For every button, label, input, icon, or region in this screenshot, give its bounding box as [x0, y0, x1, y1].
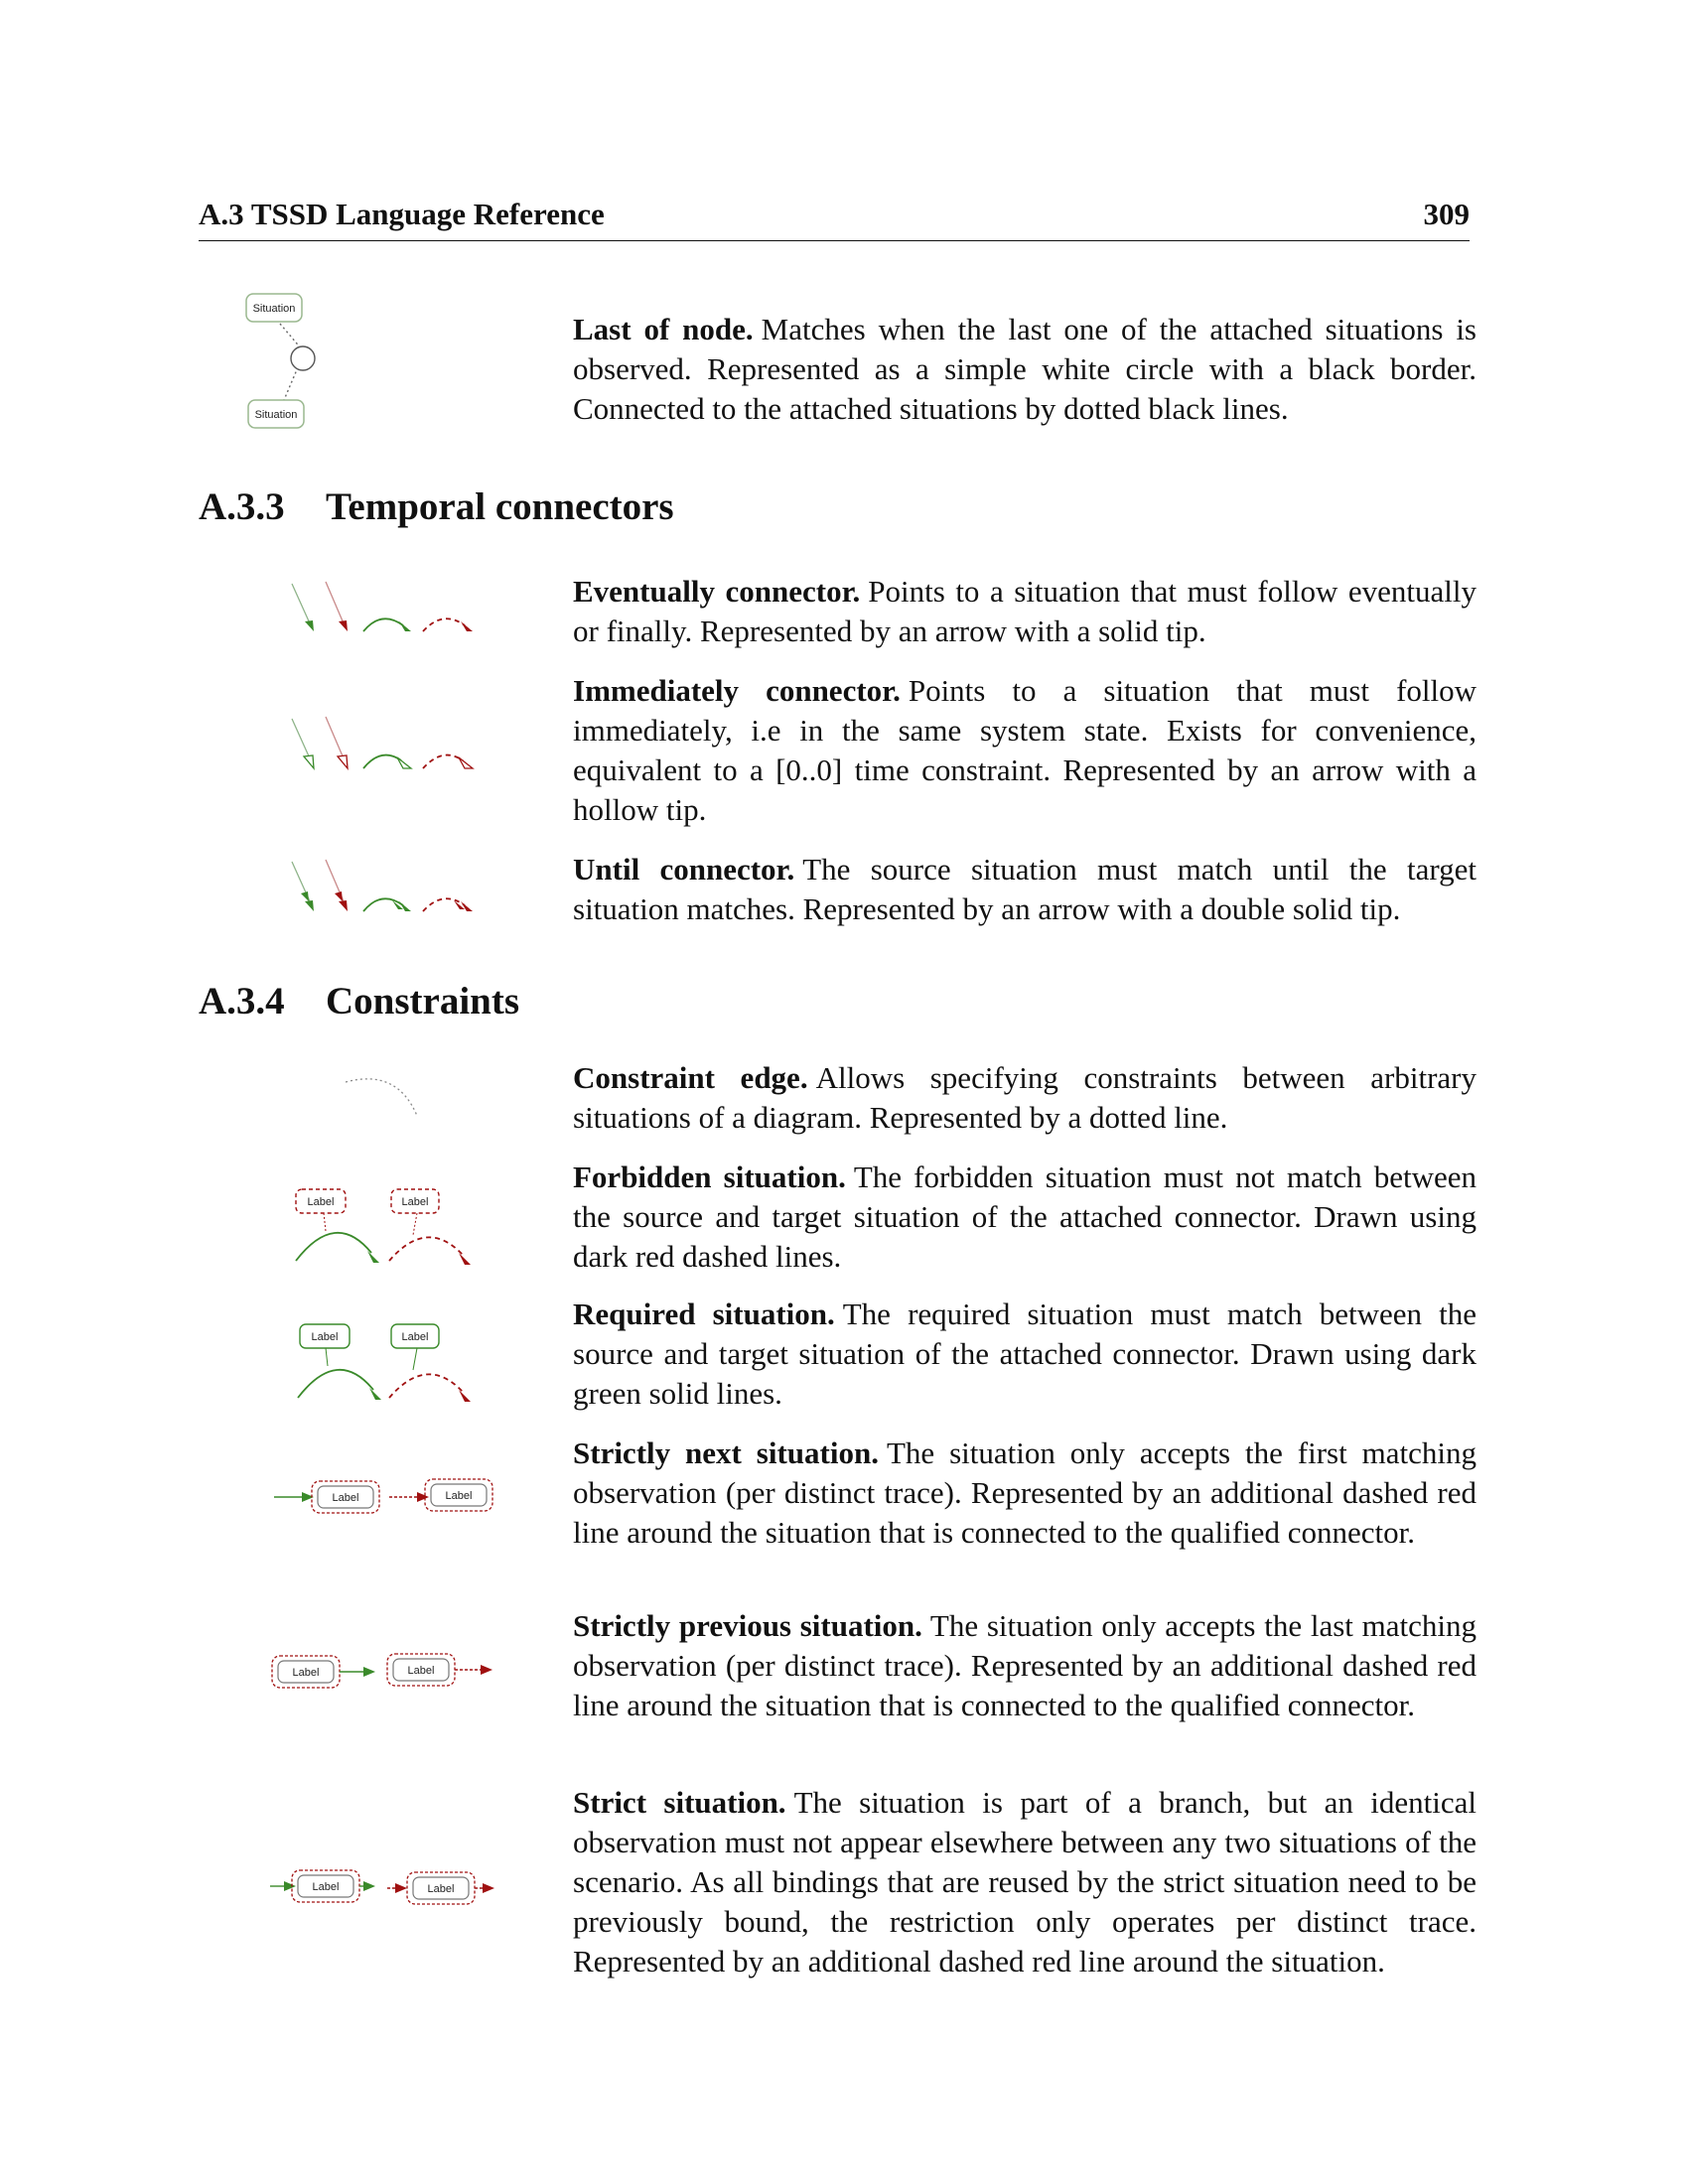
- eventually-curved-green: [363, 618, 411, 631]
- eventually-arrow-red: [326, 582, 348, 631]
- eventually-arrow-green: [292, 584, 314, 631]
- running-header: [199, 197, 1470, 241]
- section-heading-constraints: [199, 979, 519, 1024]
- entry-text: The forbidden situation must not match between the source and target situation of the attached connector. Drawn using dark red dashed lines.: [573, 1160, 1477, 1274]
- until-arrow-red: [326, 860, 348, 911]
- situation-label: Label: [445, 1490, 473, 1502]
- strict-situation-figure: [248, 1854, 546, 1924]
- strictly-next-situation-figure: [248, 1465, 546, 1535]
- situation-node-label: Situation: [252, 303, 296, 315]
- situation-label: Label: [311, 1331, 339, 1343]
- entry-text: The source situation must match until the target situation matches. Represented by an arrow with a double solid tip.: [573, 852, 1477, 926]
- immediately-arrow-green: [292, 719, 314, 768]
- section-heading-temporal-connectors: [199, 484, 674, 529]
- entry-strictly-next-situation: [573, 1433, 1477, 1553]
- entry-eventually-connector: [573, 572, 1477, 651]
- entry-text: Points to a situation that must follow immediately, i.e in the same system state. Exists for convenience, equivalent to a [0..0] time constraint. Represented by an arrow with a hollow tip.: [573, 673, 1477, 827]
- entry-immediately-connector: [573, 671, 1477, 830]
- section-title: Temporal connectors: [326, 485, 674, 528]
- section-number: A.3.4: [199, 980, 285, 1023]
- entry-title: Strict situation.: [573, 1785, 786, 1820]
- situation-label: Label: [427, 1883, 455, 1895]
- entry-title: Last of node.: [573, 312, 754, 346]
- entry-title: Until connector.: [573, 852, 795, 887]
- situation-label: Label: [401, 1331, 429, 1343]
- entry-text: Matches when the last one of the attached situations is observed. Represented as a simple white circle with a black border. Connected to the attached situations by dotted black lines.: [573, 312, 1477, 426]
- entry-text: The required situation must match between the source and target situation of the attached connector. Drawn using dark green solid lines.: [573, 1297, 1477, 1411]
- entry-title: Forbidden situation.: [573, 1160, 846, 1194]
- strictly-previous-situation-figure: [248, 1640, 546, 1709]
- situation-label: Label: [332, 1492, 359, 1504]
- situation-label: Label: [307, 1196, 335, 1208]
- section-number: A.3.3: [199, 485, 285, 528]
- entry-title: Immediately connector.: [573, 673, 901, 708]
- entry-title: Eventually connector.: [573, 574, 861, 609]
- required-situation-figure: [248, 1312, 546, 1412]
- until-connector-figure: [248, 856, 546, 935]
- entry-title: Required situation.: [573, 1297, 835, 1331]
- situation-node-label: Situation: [254, 409, 298, 421]
- entry-strictly-previous-situation: [573, 1606, 1477, 1725]
- entry-until-connector: [573, 850, 1477, 929]
- section-title: Constraints: [326, 980, 520, 1023]
- last-of-node-figure: [248, 288, 546, 437]
- immediately-curved-red-dashed: [423, 755, 473, 768]
- immediately-arrow-red: [326, 717, 348, 768]
- entry-title: Strictly previous situation.: [573, 1608, 922, 1643]
- entry-text: Allows specifying constraints between arbitrary situations of a diagram. Represented by a dotted line.: [573, 1060, 1477, 1135]
- entry-required-situation: [573, 1295, 1477, 1414]
- entry-constraint-edge: [573, 1058, 1477, 1138]
- entry-strict-situation: [573, 1783, 1477, 1981]
- dotted-constraint-line: [346, 1079, 417, 1116]
- situation-label: Label: [407, 1665, 435, 1677]
- forbidden-situation-figure: [248, 1175, 546, 1275]
- entry-text: Points to a situation that must follow eventually or finally. Represented by an arrow with a solid tip.: [573, 574, 1477, 648]
- until-arrow-green: [292, 862, 314, 911]
- immediately-connector-figure: [248, 711, 546, 790]
- header-section-title: A.3 TSSD Language Reference: [199, 197, 605, 231]
- entry-title: Constraint edge.: [573, 1060, 808, 1095]
- last-of-node-circle: [291, 346, 315, 370]
- entry-text: The situation only accepts the last matching observation (per distinct trace). Represented by an additional dashed red line around the situation that is connected to the qualified connector.: [573, 1608, 1477, 1722]
- entry-text: The situation only accepts the first matching observation (per distinct trace). Represented by an additional dashed red line around the situation that is connected to the qualified connector.: [573, 1435, 1477, 1550]
- constraint-edge-figure: [248, 1062, 546, 1132]
- page-number: 309: [1423, 197, 1470, 231]
- entry-last-of-node: [573, 310, 1477, 429]
- situation-label: Label: [292, 1667, 320, 1679]
- until-curved-green: [363, 898, 411, 911]
- eventually-connector-figure: [248, 576, 546, 655]
- until-curved-red-dashed: [423, 898, 473, 911]
- situation-label: Label: [401, 1196, 429, 1208]
- entry-text: The situation is part of a branch, but an identical observation must not appear elsewhere between any two situations of the scenario. As all bindings that are reused by the strict situation need to be previously bound, the restriction only operates per distinct trace. Represented by an additional dashed red line around the situation.: [573, 1785, 1477, 1979]
- eventually-curved-red-dashed: [423, 618, 473, 631]
- entry-forbidden-situation: [573, 1158, 1477, 1277]
- situation-label: Label: [312, 1881, 340, 1893]
- entry-title: Strictly next situation.: [573, 1435, 879, 1470]
- immediately-curved-green: [363, 755, 411, 768]
